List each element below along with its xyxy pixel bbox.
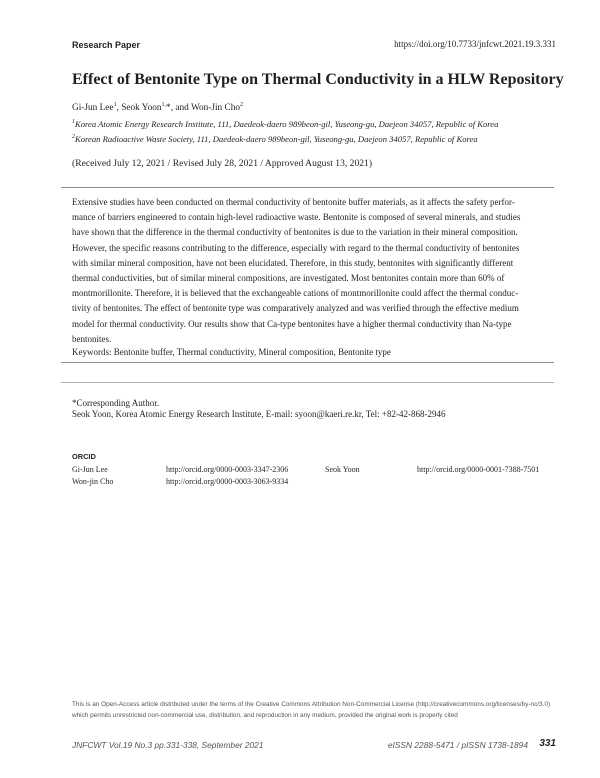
abstract-line: mance of barriers engineered to contain high-level radioactive waste. Bentonite is composed of several minerals, and studies bbox=[72, 212, 521, 223]
author-sup: 1, bbox=[161, 102, 167, 108]
corresponding-info: Seok Yoon, Korea Atomic Energy Research Institute, E-mail: syoon@kaeri.re.kr, Tel: +82-42-868-2946 bbox=[72, 409, 446, 419]
orcid-name: Seok Yoon bbox=[325, 465, 360, 474]
doi-link[interactable]: https://doi.org/10.7733/jnfcwt.2021.19.3.331 bbox=[394, 39, 556, 49]
abstract-line: tivity of bentonites. The effect of bentonite type was comparatively analyzed and was verified through the effective medium bbox=[72, 303, 519, 314]
corresponding-label: *Corresponding Author. bbox=[72, 398, 159, 408]
abstract-text bbox=[72, 195, 541, 347]
abstract-line: with similar mineral composition, have not been elucidated. Therefore, in this study, bentonites with significantly different bbox=[72, 257, 514, 268]
abstract-line: However, the specific reasons contributing to the difference, especially with regard to the thermal conductivity of bentonites bbox=[72, 242, 520, 253]
orcid-url[interactable]: http://orcid.org/0000-0001-7388-7501 bbox=[417, 465, 540, 474]
article-type-label: Research Paper bbox=[72, 40, 141, 50]
journal-citation: JNFCWT Vol.19 No.3 pp.331-338, September 2021 bbox=[72, 740, 264, 750]
submission-dates: (Received July 12, 2021 / Revised July 28, 2021 / Approved August 13, 2021) bbox=[72, 158, 373, 169]
abstract-line: Extensive studies have been conducted on thermal conductivity of bentonite buffer materials, as it affects the safety perfor- bbox=[72, 197, 515, 207]
affiliation bbox=[72, 134, 478, 144]
issn: eISSN 2288-5471 / pISSN 1738-1894 bbox=[387, 740, 528, 750]
author-separator: , and bbox=[170, 103, 191, 114]
affiliation-num: 2 bbox=[72, 134, 75, 141]
orcid-name: Gi-Jun Lee bbox=[72, 465, 108, 474]
abstract-line: thermal conductivities, but of similar mineral compositions, are investigated. Most bentonites contain more than 60% of bbox=[72, 273, 505, 284]
abstract-line: have shown that the difference in the thermal conductivity of bentonites is due to the variation in their mineral composition. bbox=[72, 227, 518, 238]
abstract-line: montmorillonite. Therefore, it is believed that the exchangeable cations of montmorillonite could affect the thermal conduc- bbox=[72, 288, 519, 299]
author-sup: 1 bbox=[113, 102, 117, 108]
author-sup: 2 bbox=[240, 102, 244, 108]
abstract-line: bentonites. bbox=[72, 333, 112, 344]
orcid-url[interactable]: http://orcid.org/0000-0003-3063-9334 bbox=[166, 477, 289, 486]
orcid-heading: ORCID bbox=[72, 452, 96, 461]
affiliation-text: Korea Atomic Energy Research Institute, 111, Daedeok-daero 989beon-gil, Yuseong-gu, Daejeon 34057, Republic of Korea bbox=[75, 119, 499, 129]
orcid-name: Won-jin Cho bbox=[72, 477, 114, 486]
license-notice: This is an Open-Access article distributed under the terms of the Creative Commons Attribution Non-Commercial License (http://creativecommons.org/licenses/by-nc/3.0) which permits unrestricted non-commercial use, distribution, and reproduction in any medium, provided the original work is properly cited bbox=[72, 701, 551, 719]
footnote-divider bbox=[61, 382, 554, 383]
affiliation-num: 1 bbox=[72, 119, 75, 126]
paper-title: Effect of Bentonite Type on Thermal Conductivity in a HLW Repository bbox=[72, 71, 564, 88]
page-number: 331 bbox=[539, 738, 556, 749]
keywords: Keywords: Bentonite buffer, Thermal conductivity, Mineral composition, Bentonite type bbox=[72, 347, 391, 357]
abstract-box bbox=[61, 187, 554, 363]
author-name: Won-Jin Cho bbox=[190, 103, 241, 114]
affiliation-text: Korean Radioactive Waste Society, 111, Daedeok-daero 989beon-gil, Yuseong-gu, Daejeon 34057, Republic of Korea bbox=[75, 134, 478, 144]
affiliation bbox=[72, 119, 498, 129]
author-list: Gi-Jun Lee$^1$, Seok Yoon$^{1,}$*, and Won-Jin Cho$^2$ bbox=[72, 102, 244, 114]
author-name: Seok Yoon bbox=[121, 103, 162, 114]
corresponding-star: * bbox=[166, 103, 171, 114]
orcid-url[interactable]: http://orcid.org/0000-0003-3347-2306 bbox=[166, 465, 289, 474]
abstract-line: model for thermal conductivity. Our results show that Ca-type bentonites have a higher thermal conductivity than Na-type bbox=[72, 318, 512, 329]
author-name: Gi-Jun Lee bbox=[72, 103, 114, 114]
